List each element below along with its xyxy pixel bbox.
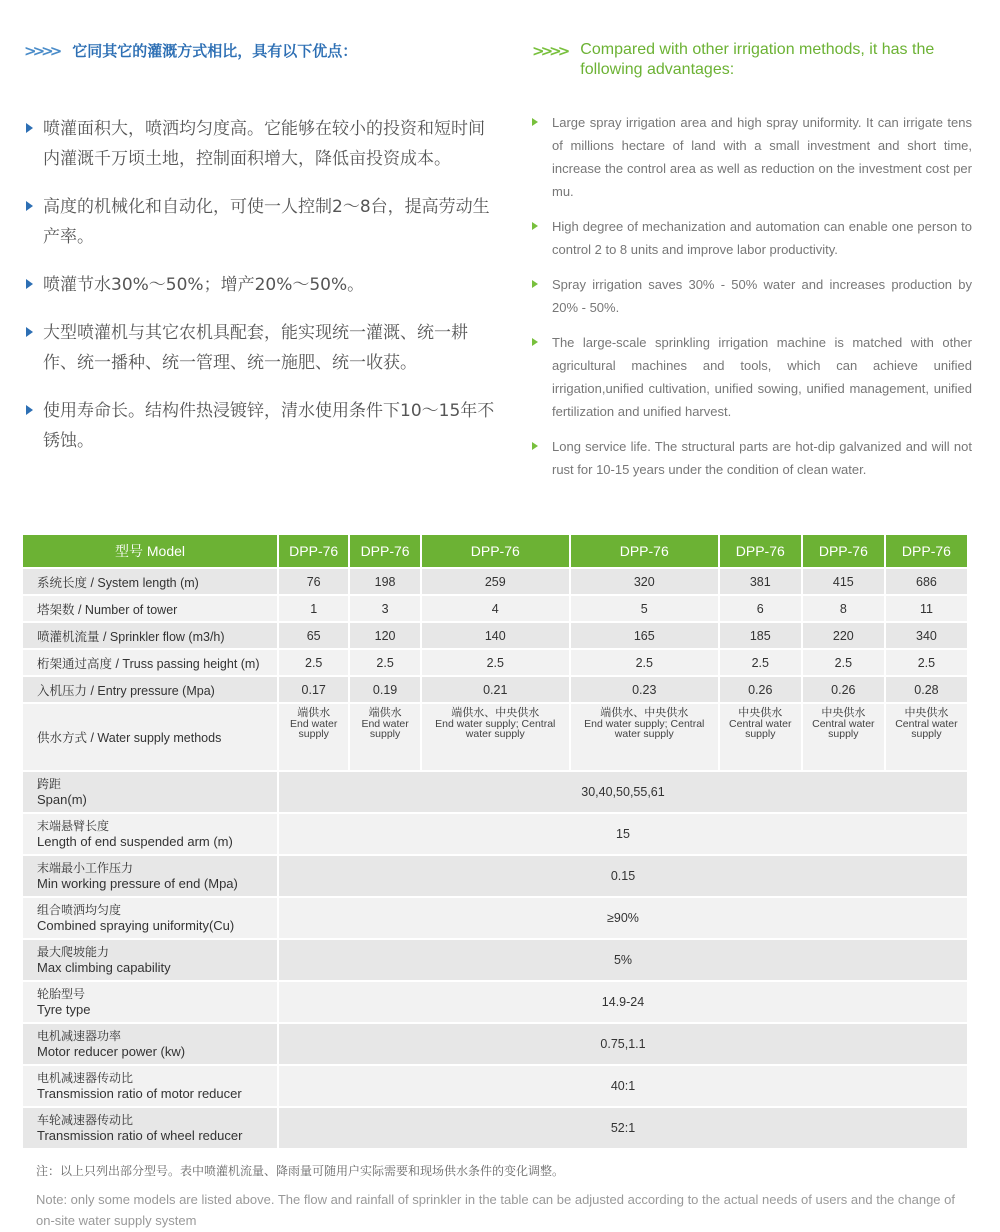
table-cell: 320	[571, 569, 718, 594]
table-row	[23, 596, 967, 621]
model-column-header: DPP-76	[571, 535, 718, 567]
table-cell: 52:1	[279, 1108, 967, 1148]
table-cell: 1	[279, 596, 348, 621]
table-header-row	[23, 535, 967, 567]
list-item: 高度的机械化和自动化，可使一人控制2～8台，提高劳动生产率。	[26, 192, 496, 252]
table-cell: 76	[279, 569, 348, 594]
list-item: Spray irrigation saves 30% - 50% water and increases production by 20% - 50%.	[532, 273, 972, 319]
list-item: The large-scale sprinkling irrigation machine is matched with other agricultural machines and tools, which can achieve unified irrigation,unified cultivation, unified sowing, unified management, unified fertilization and unified harvest.	[532, 331, 972, 423]
right-section-header	[532, 40, 982, 80]
table-row	[23, 623, 967, 648]
note-chinese: 注：以上只列出部分型号。表中喷灌机流量、降雨量可随用户实际需要和现场供水条件的变化调整。	[36, 1164, 565, 1178]
table-row	[23, 1108, 967, 1148]
bullet-triangle-icon	[26, 405, 33, 415]
bullet-triangle-icon	[532, 280, 538, 288]
table-cell: 198	[350, 569, 419, 594]
table-row	[23, 650, 967, 675]
bullet-triangle-icon	[26, 201, 33, 211]
water-supply-row	[23, 704, 967, 770]
table-cell: 686	[886, 569, 967, 594]
left-section-header	[24, 40, 494, 62]
table-cell: ≥90%	[279, 898, 967, 938]
row-label: 跨距 Span(m)	[23, 772, 277, 812]
bullet-triangle-icon	[532, 118, 538, 126]
table-cell: 259	[422, 569, 569, 594]
list-item: 喷灌面积大，喷洒均匀度高。它能够在较小的投资和短时间内灌溉千万顷土地，控制面积增大，降低亩投资成本。	[26, 114, 496, 174]
table-cell: 5%	[279, 940, 967, 980]
table-cell: 0.28	[886, 677, 967, 702]
table-cell: 2.5	[350, 650, 419, 675]
table-row	[23, 982, 967, 1022]
table-cell: 2.5	[422, 650, 569, 675]
row-label: 供水方式 / Water supply methods	[23, 704, 277, 770]
table-cell: 0.21	[422, 677, 569, 702]
model-header: 型号 Model	[23, 535, 277, 567]
table-cell: 220	[803, 623, 884, 648]
left-advantages-list	[26, 114, 496, 474]
row-label: 系统长度 / System length (m)	[23, 569, 277, 594]
row-label: 电机减速器功率 Motor reducer power (kw)	[23, 1024, 277, 1064]
spec-table	[21, 533, 969, 1150]
list-item: 喷灌节水30%～50%；增产20%～50%。	[26, 270, 496, 300]
table-row	[23, 772, 967, 812]
table-cell: 0.19	[350, 677, 419, 702]
table-row	[23, 814, 967, 854]
row-label: 末端悬臂长度 Length of end suspended arm (m)	[23, 814, 277, 854]
chevrons-icon: >>>>	[24, 42, 59, 60]
bullet-triangle-icon	[532, 442, 538, 450]
table-row	[23, 898, 967, 938]
row-label: 喷灌机流量 / Sprinkler flow (m3/h)	[23, 623, 277, 648]
table-cell: 3	[350, 596, 419, 621]
table-cell: 185	[720, 623, 801, 648]
chevrons-icon: >>>>	[532, 42, 567, 60]
table-cell: 0.17	[279, 677, 348, 702]
table-cell: 端供水、中央供水 End water supply; Central water supply	[571, 704, 718, 770]
bullet-triangle-icon	[532, 338, 538, 346]
table-cell: 2.5	[886, 650, 967, 675]
model-column-header: DPP-76	[720, 535, 801, 567]
list-item: 大型喷灌机与其它农机具配套，能实现统一灌溉、统一耕作、统一播种、统一管理、统一施肥、统一收获。	[26, 318, 496, 378]
table-cell: 端供水 End water supply	[350, 704, 419, 770]
table-cell: 4	[422, 596, 569, 621]
table-cell: 0.75,1.1	[279, 1024, 967, 1064]
bullet-triangle-icon	[26, 123, 33, 133]
table-cell: 6	[720, 596, 801, 621]
table-row	[23, 569, 967, 594]
model-column-header: DPP-76	[803, 535, 884, 567]
table-row	[23, 1066, 967, 1106]
table-cell: 140	[422, 623, 569, 648]
table-cell: 40:1	[279, 1066, 967, 1106]
row-label: 组合喷洒均匀度 Combined spraying uniformity(Cu)	[23, 898, 277, 938]
table-cell: 8	[803, 596, 884, 621]
table-cell: 2.5	[571, 650, 718, 675]
table-cell: 端供水、中央供水 End water supply; Central water supply	[422, 704, 569, 770]
table-row	[23, 677, 967, 702]
row-label: 轮胎型号 Tyre type	[23, 982, 277, 1022]
table-cell: 415	[803, 569, 884, 594]
table-cell: 2.5	[803, 650, 884, 675]
table-cell: 30,40,50,55,61	[279, 772, 967, 812]
table-cell: 中央供水 Central water supply	[720, 704, 801, 770]
table-cell: 中央供水 Central water supply	[886, 704, 967, 770]
table-cell: 120	[350, 623, 419, 648]
table-cell: 2.5	[720, 650, 801, 675]
model-column-header: DPP-76	[279, 535, 348, 567]
right-advantages-list	[532, 111, 972, 493]
bullet-triangle-icon	[26, 279, 33, 289]
table-cell: 端供水 End water supply	[279, 704, 348, 770]
model-column-header: DPP-76	[422, 535, 569, 567]
list-item: Long service life. The structural parts are hot-dip galvanized and will not rust for 10-15 years under the condition of clean water.	[532, 435, 972, 481]
table-cell: 0.23	[571, 677, 718, 702]
table-cell: 2.5	[279, 650, 348, 675]
table-cell: 15	[279, 814, 967, 854]
row-label: 塔架数 / Number of tower	[23, 596, 277, 621]
table-cell: 0.15	[279, 856, 967, 896]
list-item: 使用寿命长。结构件热浸镀锌，清水使用条件下10～15年不锈蚀。	[26, 396, 496, 456]
table-cell: 5	[571, 596, 718, 621]
table-row	[23, 856, 967, 896]
table-cell: 381	[720, 569, 801, 594]
bullet-triangle-icon	[26, 327, 33, 337]
model-column-header: DPP-76	[350, 535, 419, 567]
table-cell: 0.26	[720, 677, 801, 702]
list-item: High degree of mechanization and automation can enable one person to control 2 to 8 units and improve labor productivity.	[532, 215, 972, 261]
model-column-header: DPP-76	[886, 535, 967, 567]
table-cell: 14.9-24	[279, 982, 967, 1022]
table-cell: 11	[886, 596, 967, 621]
table-row	[23, 1024, 967, 1064]
left-section-title: 它同其它的灌溉方式相比，具有以下优点：	[72, 42, 358, 60]
list-item: Large spray irrigation area and high spray uniformity. It can irrigate tens of millions hectare of land with a small investment and short time, increase the control area as well as reduction on the investment cost per mu.	[532, 111, 972, 203]
table-row	[23, 940, 967, 980]
note-english: Note: only some models are listed above. The flow and rainfall of sprinkler in the table can be adjusted according to the actual needs of users and the change of on-site water supply system	[36, 1192, 955, 1228]
bullet-triangle-icon	[532, 222, 538, 230]
row-label: 桁架通过高度 / Truss passing height (m)	[23, 650, 277, 675]
table-cell: 中央供水 Central water supply	[803, 704, 884, 770]
row-label: 电机减速器传动比 Transmission ratio of motor reducer	[23, 1066, 277, 1106]
table-cell: 340	[886, 623, 967, 648]
row-label: 末端最小工作压力 Min working pressure of end (Mpa)	[23, 856, 277, 896]
row-label: 车轮减速器传动比 Transmission ratio of wheel reducer	[23, 1108, 277, 1148]
table-cell: 165	[571, 623, 718, 648]
table-cell: 65	[279, 623, 348, 648]
row-label: 入机压力 / Entry pressure (Mpa)	[23, 677, 277, 702]
table-cell: 0.26	[803, 677, 884, 702]
row-label: 最大爬坡能力 Max climbing capability	[23, 940, 277, 980]
right-section-title: Compared with other irrigation methods, it has the following advantages:	[580, 41, 935, 78]
